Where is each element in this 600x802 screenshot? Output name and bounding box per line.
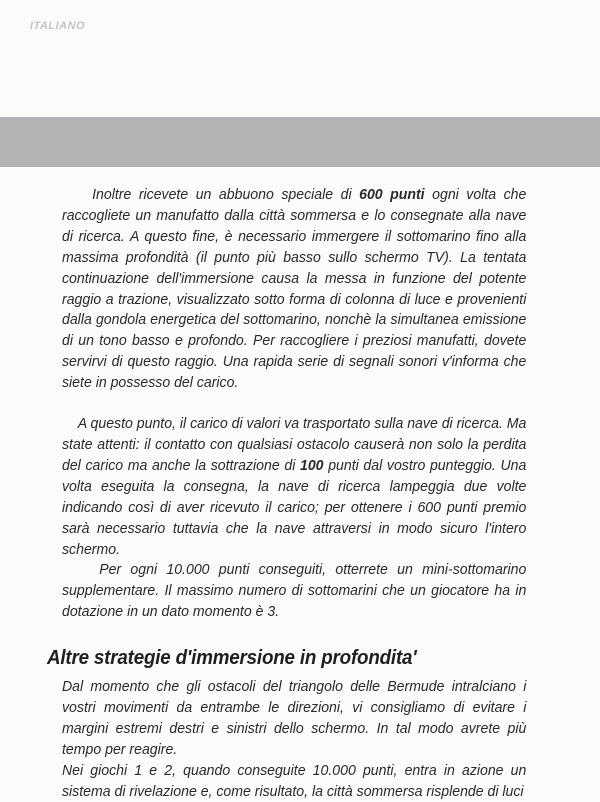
header-band <box>0 117 600 167</box>
paragraph-extra-sub-text: Per ogni 10.000 punti conseguiti, otterrete un mini-sottomarino supplementare. Il massimo numero di sottomarini che un giocatore ha in dotazione in un dato momento è 3. <box>62 561 527 621</box>
paragraph-bonus-text-b: ogni volta che raccogliete un manufatto dalla città sommersa e lo consegnate alla nave di ricerca. A questo fine, è necessario immergere il sottomarino fino alla massima profondità (il punto più basso sullo schermo TV). La tentata continuazione dell'immersione causa la messa in funzione del potente raggio a trazione, visualizzato sotto forma di colonna di luce e provenienti dalla gondola energetica del sottomarino, nonchè la simultanea emissione di un tono basso e profondo. Per raccogliere i preziosi manufatti, dovete servirvi di questo raggio. Una rapida serie di segnali sonori v'informa che siete in possesso del carico. <box>62 186 527 392</box>
penalty-points-highlight: 100 <box>299 456 324 474</box>
paragraph-delivery <box>62 414 526 560</box>
paragraph-extra-sub <box>62 560 526 623</box>
paragraph-detection <box>62 761 526 802</box>
paragraph-bonus-text-a: Inoltre ricevete un abbuono speciale di <box>92 186 360 203</box>
paragraph-bonus <box>62 185 526 394</box>
paragraph-detection-text: Nei giochi 1 e 2, quando conseguite 10.000 punti, entra in azione un sistema di rivelazione e, come risultato, la città sommersa risplende di luci <box>62 761 527 800</box>
paragraph-delivery-text-a: A questo punto, il carico di valori va trasportato sulla nave di ricerca. Ma state attenti: il contatto con qualsiasi ostacolo causerà non solo la perdita del carico ma anche la sottrazione di <box>62 415 527 474</box>
page-body <box>46 185 527 802</box>
language-label: ITALIANO <box>30 20 86 32</box>
paragraph-strategy <box>62 677 526 761</box>
bonus-points-highlight: 600 punti <box>359 186 425 203</box>
paragraph-strategy-text: Dal momento che gli ostacoli del triangolo delle Bermude intralciano i vostri movimenti da entrambe le direzioni, vi consigliamo di evitare i margini estremi destri e sinistri dello schermo. In tal modo avrete più tempo per reagire. <box>62 678 527 758</box>
section-heading: Altre strategie d'immersione in profondita' <box>46 647 417 670</box>
paragraph-delivery-text-b: punti dal vostro punteggio. Una volta eseguita la consegna, la nave di ricerca lampeggia due volte indicando così di aver ricevuto il carico; per ottenere i 600 punti premio sarà necessario tuttavia che la nave attraversi in modo sicuro l'intero schermo. <box>62 456 527 558</box>
